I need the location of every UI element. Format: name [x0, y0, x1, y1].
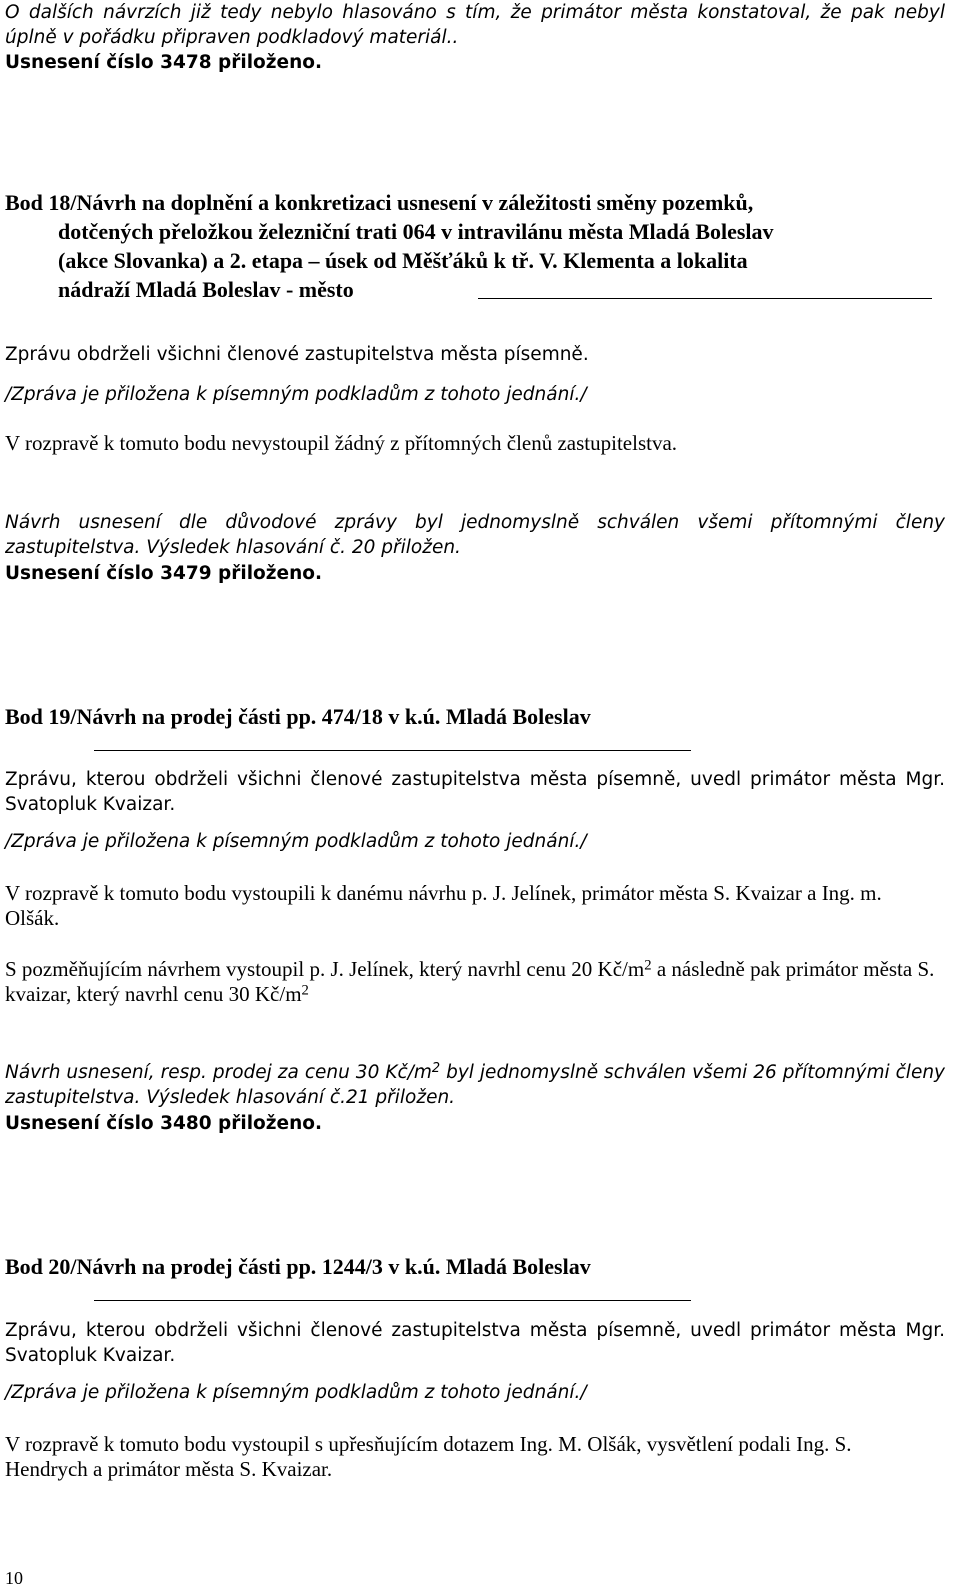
page-number: 10 — [5, 1568, 23, 1588]
item18-proposal: Návrh usnesení dle důvodové zprávy byl jednomyslně schválen všemi přítomnými členy zastupitelstva. Výsledek hlasování č. 20 přiložen. — [5, 512, 945, 558]
item19-heading: Bod 19/Návrh na prodej části pp. 474/18 v k.ú. Mladá Boleslav — [5, 704, 591, 729]
item18-heading-line4: nádraží Mladá Boleslav - město — [58, 277, 354, 302]
item18-resolution: Usnesení číslo 3479 přiloženo. — [5, 563, 322, 584]
item18-separator — [478, 298, 932, 299]
item19-amendment-part1: S pozměňujícím návrhem vystoupil p. J. Jelínek, který navrhl cenu 20 Kč/m — [5, 957, 645, 981]
item18-heading-line2: dotčených přeložkou železniční trati 064 v intravilánu města Mladá Boleslav — [58, 219, 774, 244]
item20-report: Zprávu, kterou obdrželi všichni členové zastupitelstva města písemně, uvedl primátor města Mgr. Svatopluk Kvaizar. — [5, 1320, 945, 1366]
item18-debate: V rozpravě k tomuto bodu nevystoupil žádný z přítomných členů zastupitelstva. — [5, 431, 678, 455]
item19-proposal — [5, 1060, 945, 1110]
superscript-2: 2 — [644, 957, 652, 974]
item20-heading: Bod 20/Návrh na prodej části pp. 1244/3 v k.ú. Mladá Boleslav — [5, 1254, 591, 1279]
item20-debate: V rozpravě k tomuto bodu vystoupil s upřesňujícím dotazem Ing. M. Olšák, vysvětlení podali Ing. S. Hendrych a primátor města S. Kvaizar. — [5, 1432, 852, 1481]
item20-separator — [94, 1300, 691, 1301]
superscript-2: 2 — [431, 1061, 441, 1077]
item20-attached: /Zpráva je přiložena k písemným podkladům z tohoto jednání./ — [5, 1382, 587, 1403]
item19-attached: /Zpráva je přiložena k písemným podkladům z tohoto jednání./ — [5, 831, 587, 852]
item18-heading — [5, 188, 945, 217]
superscript-2: 2 — [301, 982, 309, 999]
prev-item-resolution: Usnesení číslo 3478 přiloženo. — [5, 52, 322, 73]
item18-heading-line1: Bod 18/Návrh na doplnění a konkretizaci usnesení v záležitosti směny pozemků, — [5, 190, 754, 215]
item19-debate: V rozpravě k tomuto bodu vystoupili k danému návrhu p. J. Jelínek, primátor města S. Kvaizar a Ing. m. Olšák. — [5, 881, 882, 930]
item19-proposal-part1: Návrh usnesení, resp. prodej za cenu 30 Kč/m — [5, 1062, 432, 1083]
item18-attached: /Zpráva je přiložena k písemným podkladům z tohoto jednání./ — [5, 384, 587, 405]
item19-report: Zprávu, kterou obdrželi všichni členové zastupitelstva města písemně, uvedl primátor města Mgr. Svatopluk Kvaizar. — [5, 769, 945, 815]
item18-report: Zprávu obdrželi všichni členové zastupitelstva města písemně. — [5, 344, 589, 365]
item19-proposal-part2: byl jednomyslně schválen všemi 26 přítomnými členy zastupitelstva. Výsledek hlasování č.21 přiložen. — [5, 1062, 945, 1108]
item18-heading-line3: (akce Slovanka) a 2. etapa – úsek od Měšťáků k tř. V. Klementa a lokalita — [58, 248, 748, 273]
prev-item-text: O dalších návrzích již tedy nebylo hlasováno s tím, že primátor města konstatoval, že pak nebyl úplně v pořádku připraven podkladový materiál.. — [5, 2, 945, 48]
item19-resolution: Usnesení číslo 3480 přiloženo. — [5, 1113, 322, 1134]
item19-separator — [94, 750, 691, 751]
item19-amendment — [5, 957, 945, 1007]
item19-amendment-part2: a následně pak primátor města S. kvaizar, který navrhl cenu 30 Kč/m — [5, 957, 935, 1006]
item18-heading-cont — [58, 217, 945, 304]
